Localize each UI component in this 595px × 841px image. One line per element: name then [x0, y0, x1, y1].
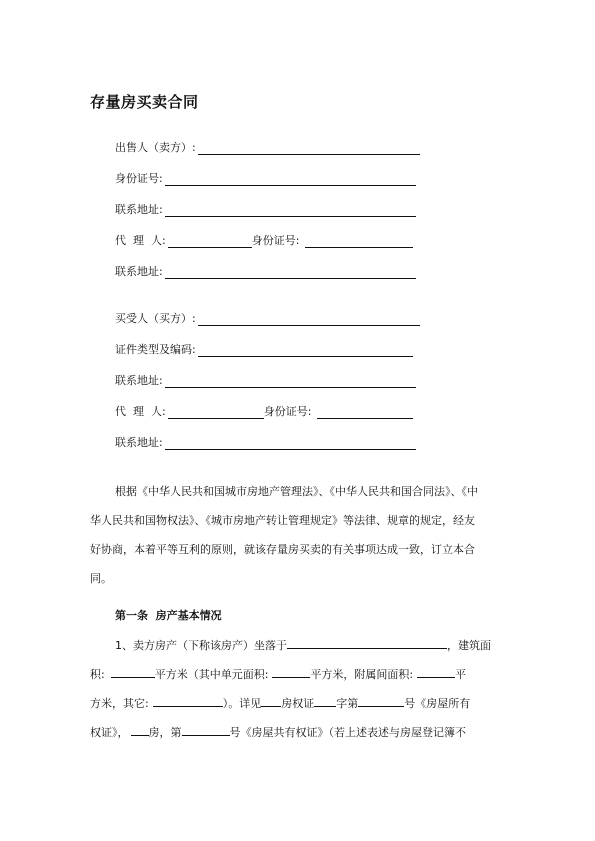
- seller-address-blank[interactable]: [165, 204, 416, 217]
- buyer-agent-blank[interactable]: [168, 406, 264, 419]
- buyer-row: [115, 311, 420, 326]
- seller-address-row: [115, 202, 416, 217]
- joint-number-blank[interactable]: [182, 723, 230, 736]
- seller-agent-id-blank[interactable]: [305, 235, 413, 248]
- buyer-agent-address-row: [115, 435, 416, 450]
- unit-label: 平: [455, 668, 467, 681]
- seller-agent-row: [115, 233, 413, 248]
- article-1-paragraph: [90, 631, 505, 747]
- seller-address-label: 联系地址:: [115, 203, 163, 216]
- seller-id-label: 身份证号:: [115, 172, 163, 185]
- article-1-line: [90, 660, 505, 689]
- seller-agent-address-blank[interactable]: [165, 266, 416, 279]
- ownership-cert-end: 权证》，: [90, 726, 129, 739]
- preamble-line: 好协商，本着平等互利的原则，就该存量房买卖的有关事项达成一致，订立本合: [90, 543, 475, 556]
- area-label: 积:: [90, 668, 105, 681]
- seller-id-blank[interactable]: [165, 173, 416, 186]
- seller-label: 出售人（卖方）:: [115, 141, 196, 154]
- joint-prefix-blank[interactable]: [131, 723, 149, 736]
- buyer-agent-id-label: 身份证号:: [263, 405, 312, 418]
- cert-number-blank[interactable]: [358, 694, 404, 707]
- area-blank[interactable]: [111, 665, 155, 678]
- cert-number-label: 字第: [336, 697, 359, 710]
- seller-name-blank[interactable]: [198, 142, 420, 155]
- cert-prefix-blank[interactable]: [261, 694, 281, 707]
- seller-agent-label: 代 理 人:: [115, 234, 166, 247]
- unit-area-label: 平方米（其中单元面积:: [154, 668, 269, 681]
- buyer-name-blank[interactable]: [198, 313, 420, 326]
- seller-agent-address-row: [115, 264, 416, 279]
- buyer-agent-label: 代 理 人:: [115, 405, 166, 418]
- unit-area-blank[interactable]: [272, 665, 310, 678]
- annex-area-blank[interactable]: [417, 665, 455, 678]
- other-blank[interactable]: [153, 694, 223, 707]
- cert-label: 房权证: [281, 697, 315, 710]
- buyer-address-row: [115, 373, 416, 388]
- other-label: 方米，其它:: [90, 697, 149, 710]
- preamble-line: 根据《中华人民共和国城市房地产管理法》、《中华人民共和国合同法》、《中: [115, 485, 478, 498]
- buyer-address-blank[interactable]: [165, 375, 416, 388]
- article-1-heading: 第一条 房产基本情况: [115, 609, 222, 622]
- buyer-agent-row: [115, 404, 413, 419]
- buyer-id-blank[interactable]: [198, 344, 413, 357]
- buyer-agent-id-blank[interactable]: [317, 406, 413, 419]
- buyer-id-label: 证件类型及编码:: [115, 343, 196, 356]
- seller-row: [115, 140, 420, 155]
- article-1-line: [90, 718, 505, 747]
- joint-cert-label: 号《房屋共有权证》（若上述表述与房屋登记簿不: [229, 726, 466, 739]
- see-label: ）。详见: [222, 697, 262, 710]
- document-title: 存量房买卖合同: [90, 93, 199, 111]
- area-label-start: ，建筑面: [447, 639, 491, 652]
- preamble-line: 同。: [90, 572, 112, 585]
- buyer-id-row: [115, 342, 413, 357]
- seller-agent-blank[interactable]: [168, 235, 252, 248]
- joint-label: 房，第: [148, 726, 182, 739]
- seller-agent-id-label: 身份证号:: [251, 234, 300, 247]
- buyer-agent-address-blank[interactable]: [165, 437, 416, 450]
- location-label: 1、卖方房产（下称该房产）坐落于: [115, 639, 287, 652]
- cert-word-blank[interactable]: [314, 694, 336, 707]
- ownership-cert-label: 号《房屋所有: [404, 697, 471, 710]
- buyer-agent-address-label: 联系地址:: [115, 436, 163, 449]
- seller-id-row: [115, 171, 416, 186]
- buyer-address-label: 联系地址:: [115, 374, 163, 387]
- preamble-paragraph: [90, 477, 505, 593]
- buyer-label: 买受人（买方）:: [115, 312, 196, 325]
- article-1-line: [90, 689, 505, 718]
- seller-agent-address-label: 联系地址:: [115, 265, 163, 278]
- article-1-line: [90, 631, 505, 660]
- location-blank[interactable]: [287, 636, 447, 649]
- preamble-line: 华人民共和国物权法》、《城市房地产转让管理规定》等法律、规章的规定，经友: [90, 514, 475, 527]
- annex-area-label: 平方米，附属间面积:: [310, 668, 414, 681]
